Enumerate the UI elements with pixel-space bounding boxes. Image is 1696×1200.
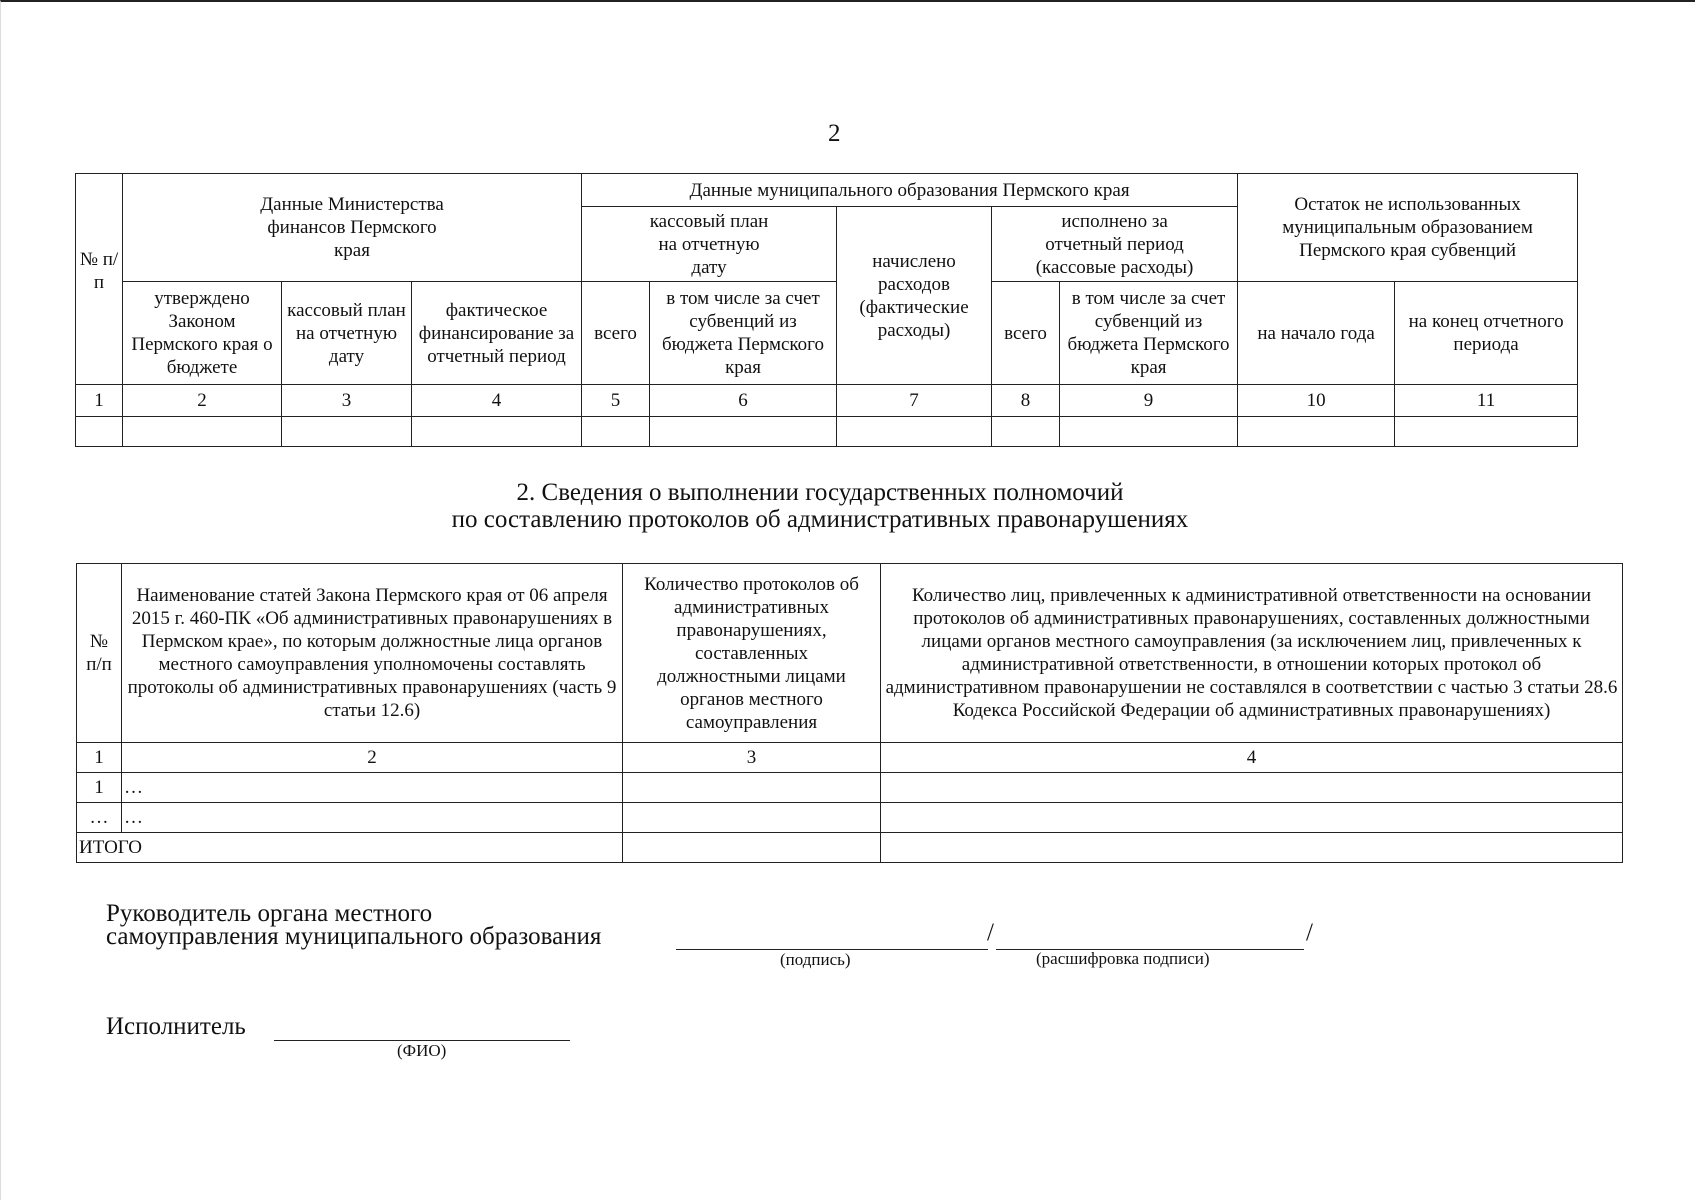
slash-separator: /	[1306, 919, 1313, 946]
signature-decode-line[interactable]	[996, 926, 1304, 950]
executor-label: Исполнитель	[106, 1013, 246, 1040]
column-number: 10	[1238, 385, 1395, 417]
empty-cell[interactable]	[1238, 417, 1395, 447]
signature-caption: (подпись)	[780, 950, 851, 969]
accrued-header: начислено расходов (фактические расходы)	[837, 207, 992, 385]
table-row	[77, 803, 1623, 833]
persons-count-header: Количество лиц, привлеченных к административной ответственности на основании протоколов об административных правонарушениях, составленных должностными лицами органов местного самоуправления (за исключением лиц, привлеченных к административной ответственности, в отношении которых протокол об административном правонарушении не составлялся в соответствии с частью 3 статьи 28.6 Кодекса Российской Федерации об административных правонарушениях)	[881, 564, 1623, 743]
signature-line[interactable]	[676, 926, 988, 950]
empty-cell[interactable]	[412, 417, 582, 447]
cash-plan-total-header: всего	[582, 282, 650, 385]
column-numbers-row	[77, 743, 1623, 773]
column-number: 4	[881, 743, 1623, 773]
column-number: 11	[1395, 385, 1578, 417]
article-names-header: Наименование статей Закона Пермского края от 06 апреля 2015 г. 460-ПК «Об административных правонарушениях в Пермском крае», по которым должностные лица органов местного самоуправления уполномочены составлять протоколы об административных правонарушениях (часть 9 статьи 12.6)	[122, 564, 623, 743]
row-persons[interactable]	[881, 773, 1623, 803]
column-number: 8	[992, 385, 1060, 417]
row-protocols[interactable]	[623, 773, 881, 803]
rest-start-header: на начало года	[1238, 282, 1395, 385]
column-numbers-row	[76, 385, 1578, 417]
column-number: 1	[76, 385, 123, 417]
mf-actual-header: фактическое финансирование за отчетный период	[412, 282, 582, 385]
signature-decode-caption: (расшифровка подписи)	[1036, 949, 1210, 968]
empty-cell[interactable]	[837, 417, 992, 447]
empty-cell[interactable]	[1395, 417, 1578, 447]
empty-data-row	[76, 417, 1578, 447]
rest-header: Остаток не использованных муниципальным образованием Пермского края субвенций	[1238, 174, 1578, 282]
column-number: 7	[837, 385, 992, 417]
row-persons[interactable]	[881, 803, 1623, 833]
executed-total-header: всего	[992, 282, 1060, 385]
section-2-title: 2. Сведения о выполнении государственных полномочий по составлению протоколов об административных правонарушениях	[451, 479, 1189, 533]
total-row	[77, 833, 1623, 863]
slash-separator: /	[987, 919, 994, 946]
subvention-table	[75, 173, 1578, 447]
col-number-header: № п/п	[77, 564, 122, 743]
empty-cell[interactable]	[582, 417, 650, 447]
column-number: 6	[650, 385, 837, 417]
empty-cell[interactable]	[123, 417, 282, 447]
row-number: 1	[77, 773, 122, 803]
empty-cell[interactable]	[650, 417, 837, 447]
col-number-header: № п/п	[76, 174, 123, 385]
empty-cell[interactable]	[76, 417, 123, 447]
empty-cell[interactable]	[282, 417, 412, 447]
head-title-line2: самоуправления муниципального образования	[106, 923, 602, 950]
mf-approved-header: утверждено Законом Пермского края о бюджете	[123, 282, 282, 385]
fio-caption: (ФИО)	[397, 1041, 447, 1060]
cash-plan-incl-header: в том числе за счет субвенций из бюджета Пермского края	[650, 282, 837, 385]
column-number: 2	[122, 743, 623, 773]
mf-cash-plan-header: кассовый план на отчетную дату	[282, 282, 412, 385]
total-persons[interactable]	[881, 833, 1623, 863]
empty-cell[interactable]	[1060, 417, 1238, 447]
rest-end-header: на конец отчетного периода	[1395, 282, 1578, 385]
column-number: 9	[1060, 385, 1238, 417]
protocols-count-header: Количество протоколов об административных правонарушениях, составленных должностными лицами органов местного самоуправления	[623, 564, 881, 743]
empty-cell[interactable]	[992, 417, 1060, 447]
page-number: 2	[828, 120, 841, 147]
executed-incl-header: в том числе за счет субвенций из бюджета Пермского края	[1060, 282, 1238, 385]
row-number: …	[77, 803, 122, 833]
table-row	[77, 773, 1623, 803]
row-article[interactable]: …	[122, 773, 623, 803]
executor-line[interactable]	[274, 1015, 570, 1041]
cash-plan-header: кассовый план на отчетную дату	[582, 207, 837, 282]
column-number: 5	[582, 385, 650, 417]
executed-header: исполнено за отчетный период (кассовые расходы)	[992, 207, 1238, 282]
column-number: 1	[77, 743, 122, 773]
mf-header: Данные Министерства финансов Пермского края	[123, 174, 582, 282]
column-number: 3	[623, 743, 881, 773]
total-label: ИТОГО	[77, 833, 623, 863]
head-title-line1: Руководитель органа местного	[106, 900, 433, 927]
column-number: 3	[282, 385, 412, 417]
protocols-table	[76, 563, 1623, 863]
row-article[interactable]: …	[122, 803, 623, 833]
column-number: 2	[123, 385, 282, 417]
total-protocols[interactable]	[623, 833, 881, 863]
mo-header: Данные муниципального образования Пермского края	[582, 174, 1238, 207]
column-number: 4	[412, 385, 582, 417]
row-protocols[interactable]	[623, 803, 881, 833]
